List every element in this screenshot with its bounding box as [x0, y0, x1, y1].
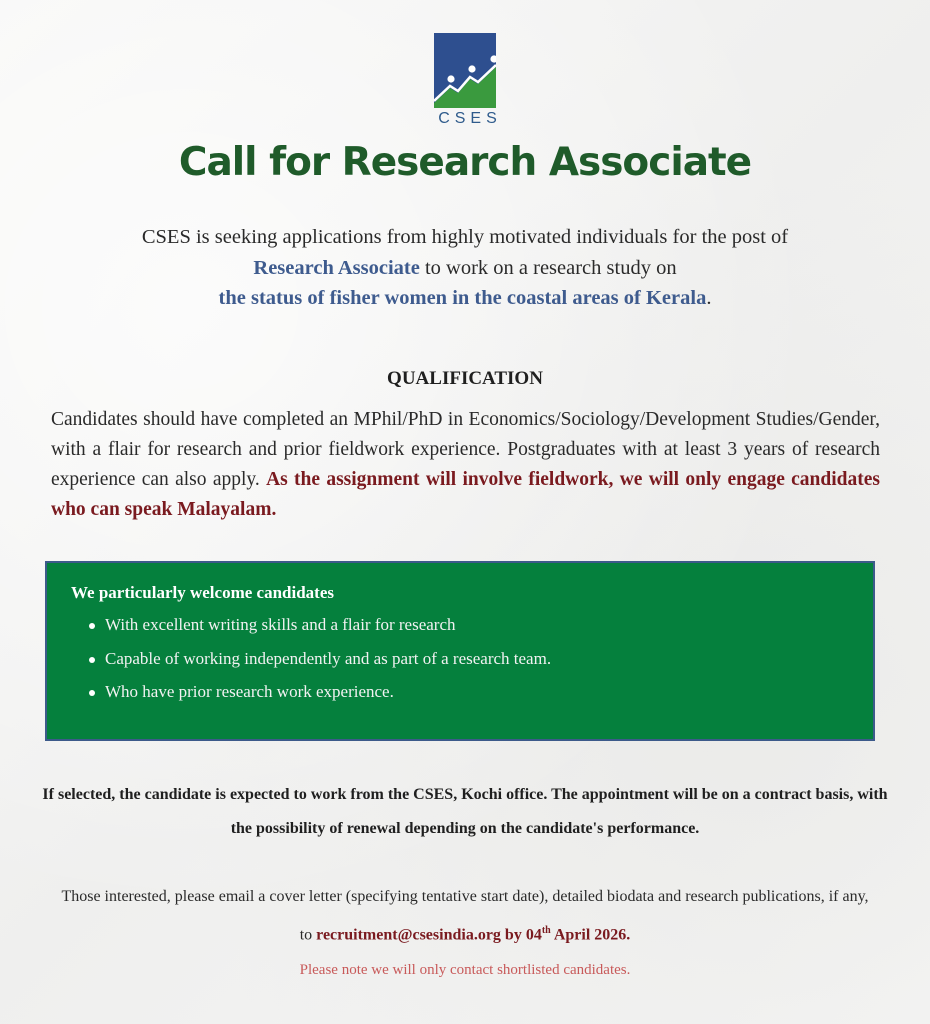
- bullet-icon: [89, 690, 95, 696]
- intro-line2: to work on a research study on: [419, 256, 677, 279]
- cses-logo: [434, 33, 496, 108]
- welcome-heading: We particularly welcome candidates: [71, 583, 334, 602]
- deadline-date: April 2026.: [550, 926, 631, 944]
- shortlist-note: Please note we will only contact shortlisted candidates.: [299, 962, 631, 978]
- application-instructions: [60, 880, 870, 952]
- deadline-by: by 04: [500, 926, 542, 944]
- qualification-heading: QUALIFICATION: [387, 368, 543, 389]
- intro-paragraph: [40, 222, 890, 314]
- logo-wordmark: CSES: [438, 110, 502, 127]
- deadline-ordinal: th: [541, 925, 551, 936]
- page-title: Call for Research Associate: [178, 140, 752, 185]
- list-item-text: Capable of working independently and as part of a research team.: [105, 648, 552, 668]
- bullet-icon: [89, 623, 95, 629]
- list-item: [85, 615, 551, 649]
- list-item: [85, 649, 551, 683]
- language-requirement: As the assignment will involve fieldwork, we will only engage candidates who can speak Malayalam.: [51, 469, 880, 520]
- qualification-text: Candidates should have completed an MPhil/PhD in Economics/Sociology/Development Studies/Gender, with a flair for research and prior fieldwork experience. Postgraduates with at least 3 years of research experience can also apply.: [51, 409, 880, 490]
- selection-note: If selected, the candidate is expected to work from the CSES, Kochi office. The appointment will be on a contract basis, with the possibility of renewal depending on the candidate's performance.: [42, 786, 888, 837]
- list-item: [85, 682, 551, 716]
- list-item-text: With excellent writing skills and a flair for research: [105, 615, 456, 634]
- intro-end: .: [706, 287, 712, 309]
- bullet-icon: [89, 657, 95, 663]
- study-topic: the status of fisher women in the coastal areas of Kerala: [218, 287, 707, 309]
- list-item-text: Who have prior research work experience.: [105, 682, 394, 701]
- rising-graph-logo-icon: [434, 33, 496, 108]
- intro-line1: CSES is seeking applications from highly motivated individuals for the post of: [141, 226, 789, 248]
- post-name: Research Associate: [253, 256, 420, 279]
- welcome-candidates-box: [45, 561, 875, 741]
- apply-text: Those interested, please email a cover letter (specifying tentative start date), detailed biodata and research publications, if any, to: [61, 888, 869, 944]
- qualification-body: [51, 405, 880, 525]
- email-link[interactable]: recruitment@csesindia.org: [316, 926, 501, 944]
- welcome-list: [85, 615, 551, 716]
